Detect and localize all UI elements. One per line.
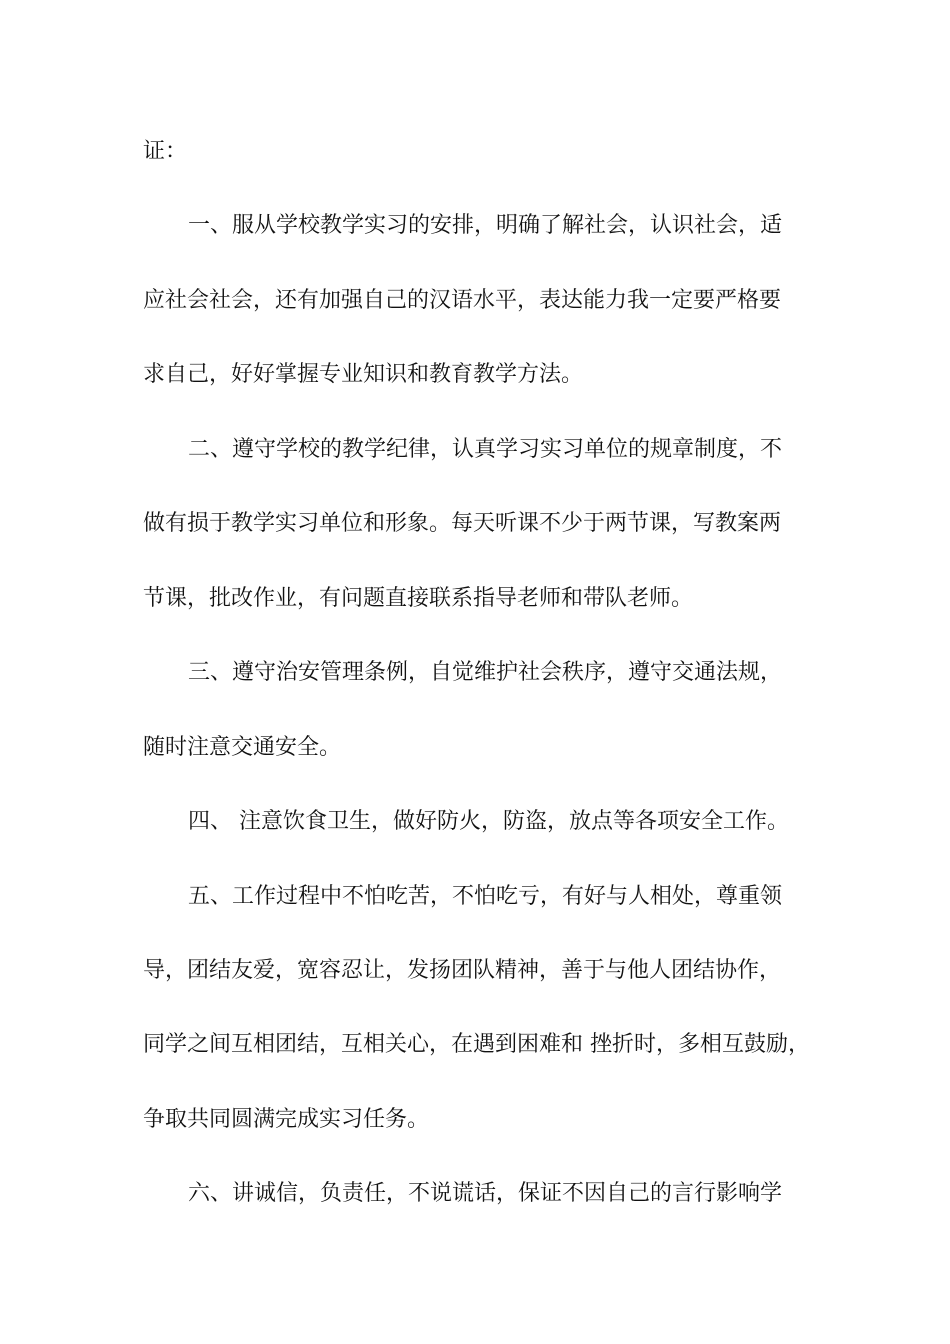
text-line: 五、工作过程中不怕吃苦，不怕吃亏，有好与人相处，尊重领 — [188, 884, 783, 909]
text-line: 二、遵守学校的教学纪律，认真学习实习单位的规章制度，不 — [188, 437, 783, 462]
text-line: 节课，批改作业，有问题直接联系指导老师和带队老师。 — [143, 586, 694, 611]
text-line: 四、 注意饮食卫生，做好防火，防盗，放点等各项安全工作。 — [188, 809, 789, 834]
text-line: 六、讲诚信，负责任，不说谎话，保证不因自己的言行影响学 — [188, 1181, 783, 1206]
text-line: 争取共同圆满完成实习任务。 — [143, 1107, 430, 1132]
text-line: 随时注意交通安全。 — [143, 735, 342, 760]
text-line: 做有损于教学实习单位和形象。每天听课不少于两节课，写教案两 — [143, 511, 782, 536]
text-line: 同学之间互相团结，互相关心，在遇到困难和 挫折时，多相互鼓励， — [143, 1032, 810, 1057]
text-line: 导，团结友爱，宽容忍让，发扬团队精神，善于与他人团结协作， — [143, 958, 782, 983]
text-line: 应社会社会，还有加强自己的汉语水平，表达能力我一定要严格要 — [143, 288, 782, 313]
text-line: 求自己，好好掌握专业知识和教育教学方法。 — [143, 362, 584, 387]
text-line: 三、遵守治安管理条例，自觉维护社会秩序，遵守交通法规， — [188, 660, 783, 685]
text-line: 一、服从学校教学实习的安排，明确了解社会，认识社会，适 — [188, 213, 783, 238]
text-line: 证： — [143, 139, 188, 164]
